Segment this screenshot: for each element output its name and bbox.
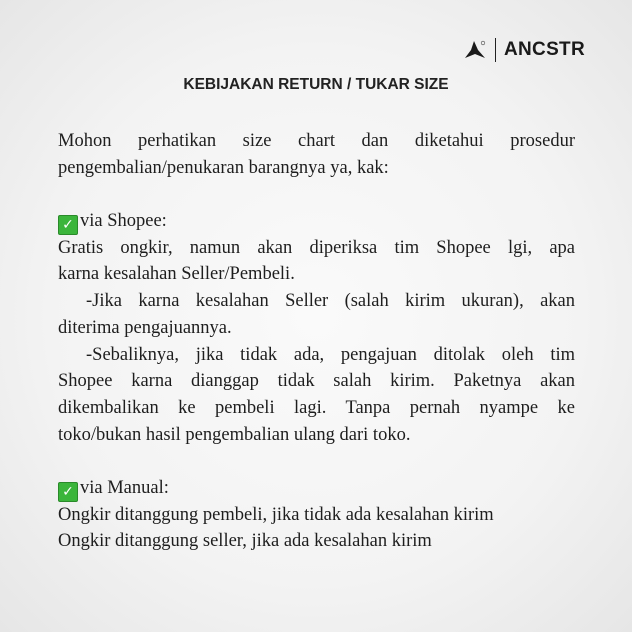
manual-heading <box>58 475 575 502</box>
intro-line: Mohon perhatikan size chart dan diketahui prosedur <box>58 131 575 151</box>
brand-name: ANCSTR <box>504 39 585 60</box>
shopee-line: Shopee karna dianggap tidak salah kirim. Paketnya akan <box>58 371 575 392</box>
check-icon: ✓ <box>58 215 78 235</box>
manual-line: Ongkir ditanggung seller, jika ada kesalahan kirim <box>58 531 432 552</box>
check-icon: ✓ <box>58 482 78 502</box>
shopee-line: diterima pengajuannya. <box>58 317 232 338</box>
ancstr-logo-icon <box>464 40 486 60</box>
shopee-line: toko/bukan hasil pengembalian ulang dari toko. <box>58 424 411 445</box>
manual-heading-label: via Manual: <box>80 477 169 498</box>
brand-divider <box>495 38 496 62</box>
brand-logo <box>464 37 585 63</box>
shopee-line: karna kesalahan Seller/Pembeli. <box>58 264 295 285</box>
shopee-heading <box>58 208 575 235</box>
shopee-line: Gratis ongkir, namun akan diperiksa tim Shopee lgi, apa <box>58 237 575 258</box>
shopee-line: -Jika karna kesalahan Seller (salah kirim ukuran), akan <box>86 291 575 312</box>
page-title: KEBIJAKAN RETURN / TUKAR SIZE <box>183 76 449 93</box>
manual-line: Ongkir ditanggung pembeli, jika tidak ada kesalahan kirim <box>58 504 494 525</box>
shopee-line: dikembalikan ke pembeli lagi. Tanpa pernah nyampe ke <box>58 397 575 418</box>
shopee-line: -Sebaliknya, jika tidak ada, pengajuan ditolak oleh tim <box>86 344 575 365</box>
policy-text <box>58 128 575 555</box>
shopee-heading-label: via Shopee: <box>80 211 167 232</box>
intro-line: pengembalian/penukaran barangnya ya, kak: <box>58 157 389 178</box>
